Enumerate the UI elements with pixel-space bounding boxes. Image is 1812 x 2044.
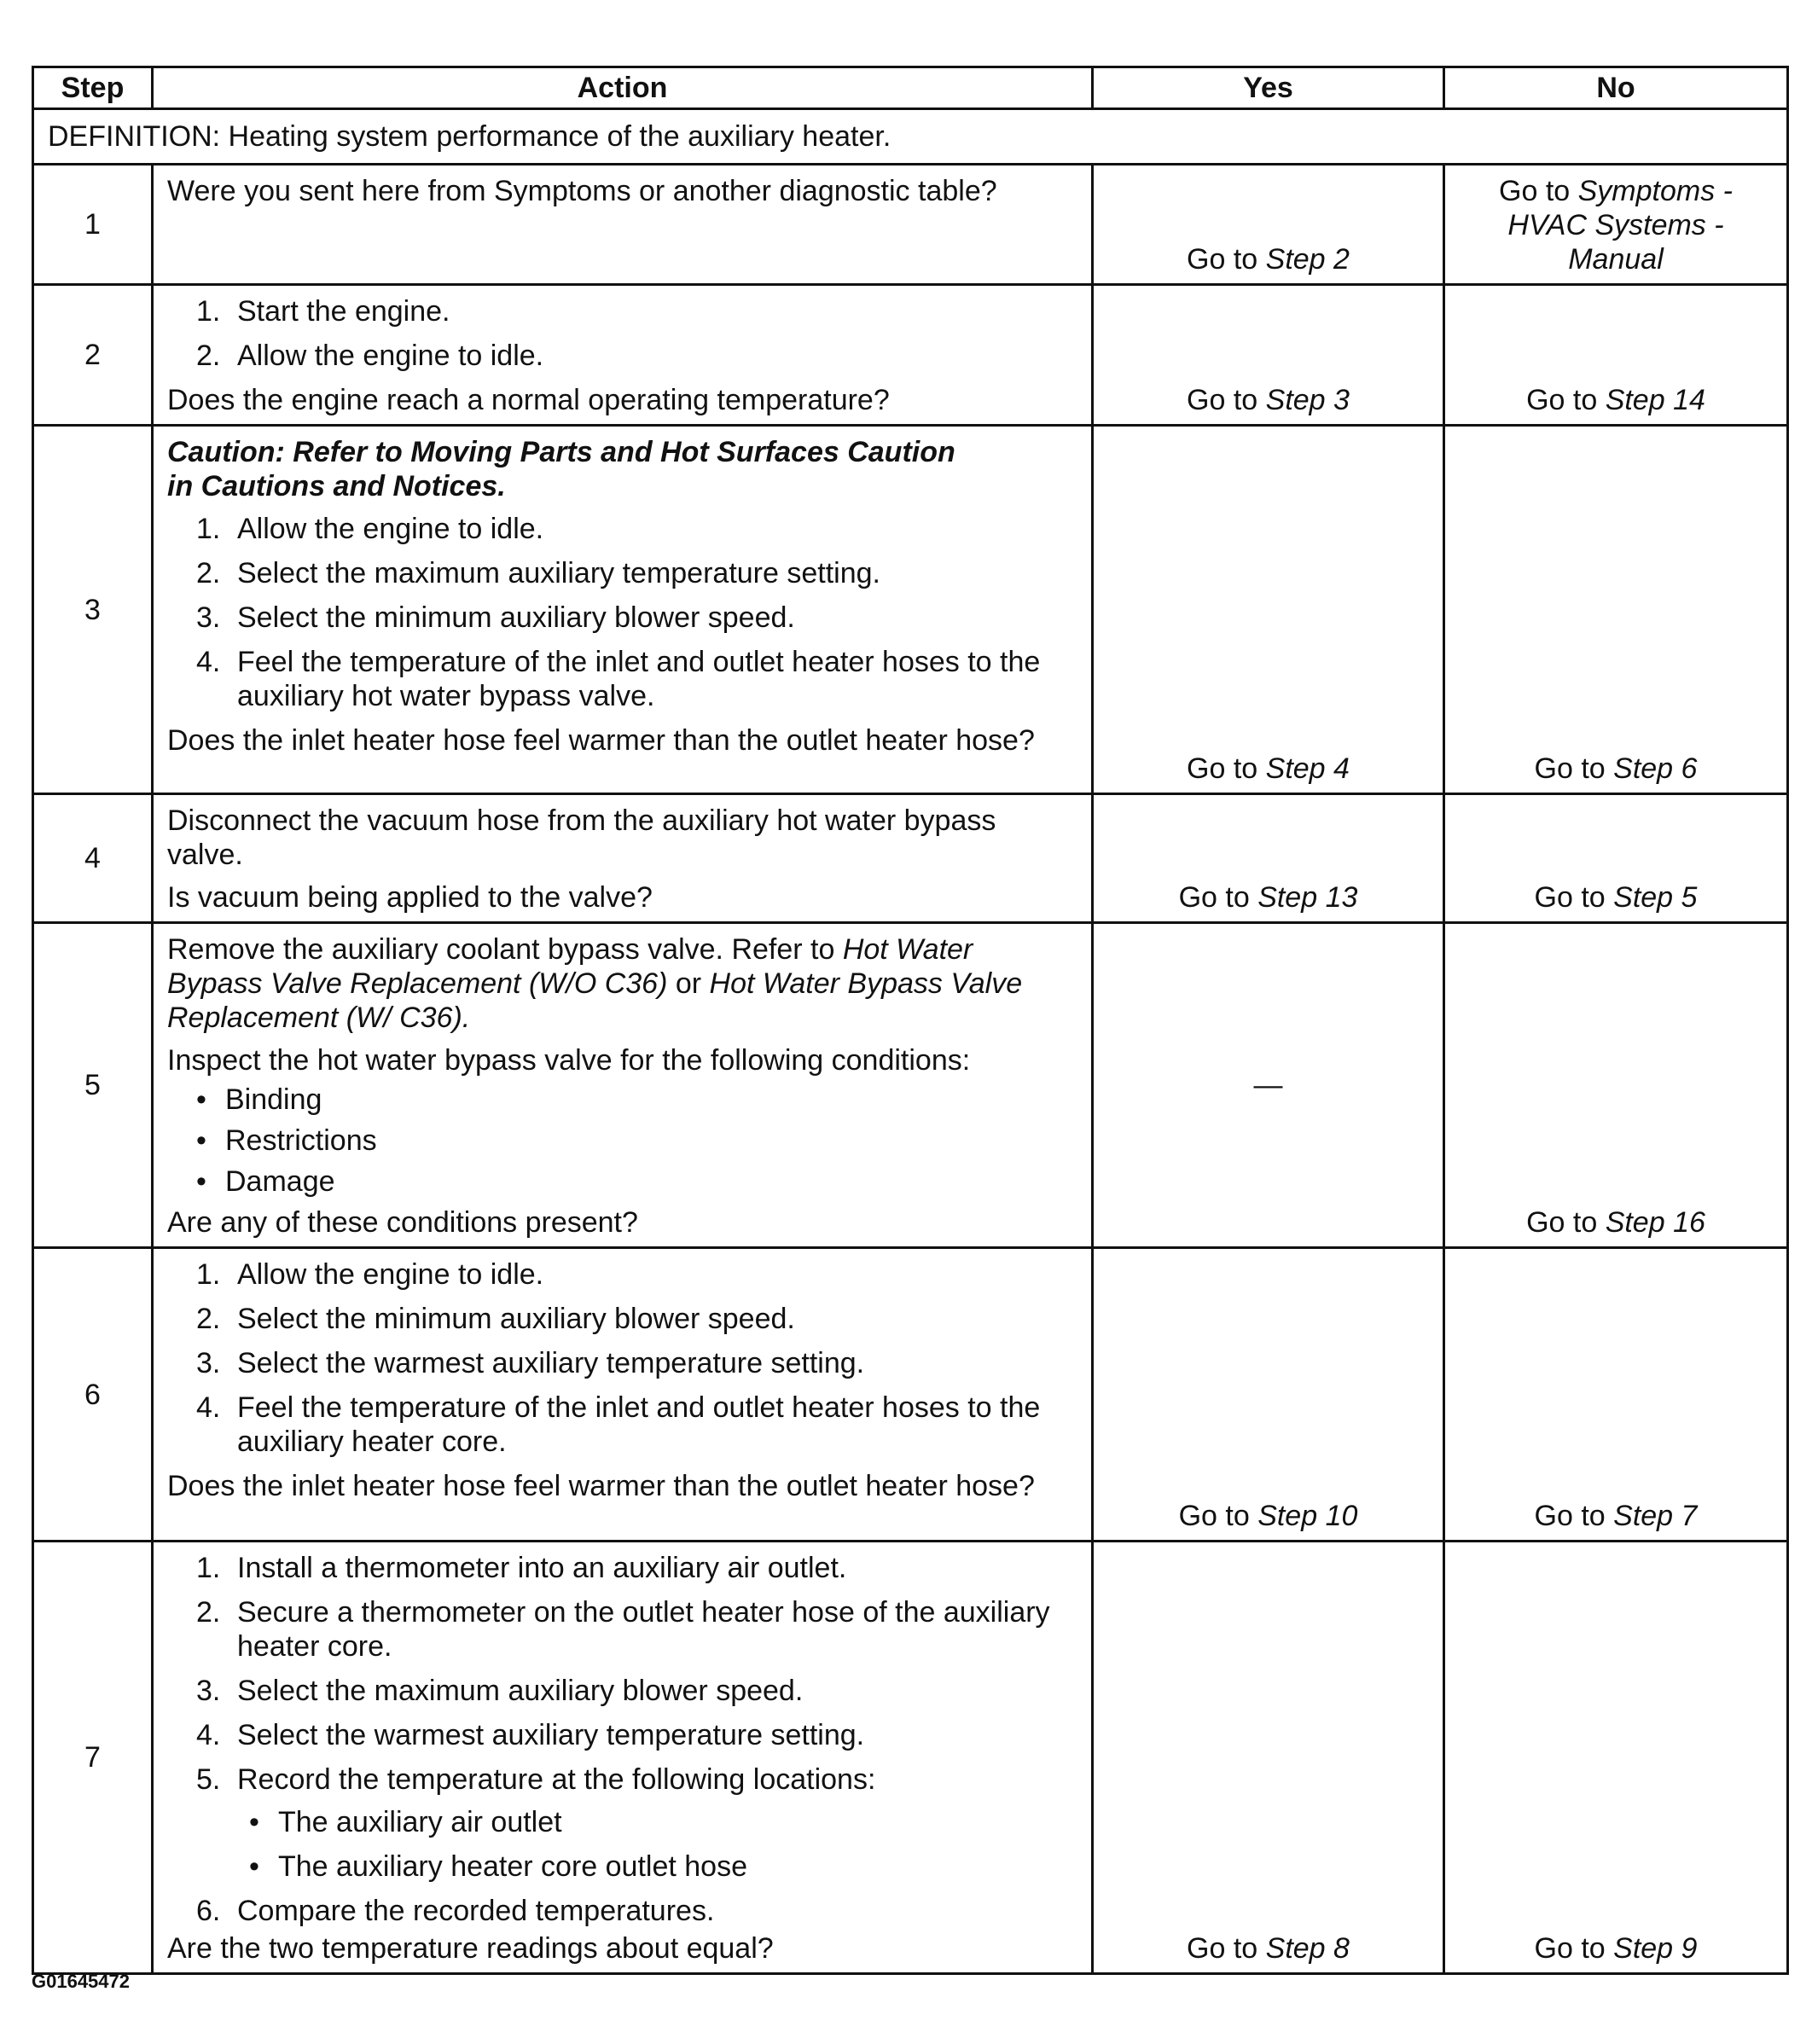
action-cell [153, 923, 1093, 1248]
item-text: Allow the engine to idle. [237, 513, 544, 545]
go-to-label: Go to [1534, 1932, 1614, 1965]
item-text: Feel the temperature of the inlet and outlet heater hoses to the auxiliary heater core. [237, 1391, 1041, 1458]
item-text: Secure a thermometer on the outlet heater hose of the auxiliary heater core. [237, 1596, 1050, 1663]
yes-cell [1093, 426, 1444, 794]
caution-text [167, 435, 1074, 503]
item-number: 3. [196, 1347, 221, 1379]
yes-cell [1093, 794, 1444, 923]
go-to-label: Go to [1187, 1932, 1266, 1965]
figure-id: G01645472 [32, 1971, 130, 1992]
item-text: Select the warmest auxiliary temperature setting. [237, 1347, 865, 1379]
question-text: Does the engine reach a normal operating temperature? [167, 384, 890, 416]
yes-step-ref: Step 2 [1265, 243, 1350, 276]
go-to-label: Go to [1534, 752, 1614, 785]
table-row [33, 285, 1788, 426]
bullet-icon: • [196, 1165, 206, 1198]
step-number: 4 [33, 794, 153, 923]
bullet-list [237, 1805, 1074, 1884]
no-step-ref: Step 16 [1605, 1206, 1705, 1239]
table-row [33, 794, 1788, 923]
no-cell [1444, 285, 1788, 426]
header-action: Action [153, 67, 1093, 109]
yes-step-ref: Step 3 [1265, 384, 1350, 416]
go-to-label: Go to [1499, 175, 1578, 207]
list-item [196, 1718, 1074, 1752]
list-item [196, 1551, 1074, 1585]
step-number: 6 [33, 1248, 153, 1542]
bullet-icon: • [196, 1083, 206, 1116]
item-number: 2. [196, 1303, 221, 1335]
procedure-ref: Hot Water Bypass Valve Replacement (W/O C36) [167, 933, 973, 1000]
question-text: Are the two temperature readings about equal? [167, 1932, 774, 1965]
action-cell [153, 1248, 1093, 1542]
step-number: 2 [33, 285, 153, 426]
item-text: Binding [225, 1083, 322, 1116]
action-cell [153, 285, 1093, 426]
no-cell [1444, 1542, 1788, 1974]
list-item [196, 1762, 1074, 1884]
go-to-label: Go to [1187, 243, 1266, 276]
go-to-label: Go to [1178, 881, 1258, 914]
go-to-label: Go to [1534, 881, 1614, 914]
item-text: Select the minimum auxiliary blower speed. [237, 1303, 795, 1335]
action-cell [153, 1542, 1093, 1974]
list-item [196, 556, 1074, 590]
caution-line: in Cautions and Notices. [167, 470, 506, 502]
no-ref-line3: Manual [1568, 243, 1664, 276]
table-row [33, 426, 1788, 794]
table-row [33, 1248, 1788, 1542]
go-to-label: Go to [1534, 1500, 1614, 1532]
item-number: 3. [196, 601, 221, 634]
numbered-list [167, 512, 1074, 713]
header-row [33, 67, 1788, 109]
yes-cell [1093, 1248, 1444, 1542]
list-item [196, 1595, 1074, 1664]
item-number: 1. [196, 513, 221, 545]
item-number: 1. [196, 1552, 221, 1584]
go-to-label: Go to [1187, 752, 1266, 785]
definition-text: DEFINITION: Heating system performance of the auxiliary heater. [33, 109, 1788, 165]
question-text: Were you sent here from Symptoms or another diagnostic table? [167, 175, 997, 207]
item-text: Damage [225, 1165, 335, 1198]
inspect-text: Inspect the hot water bypass valve for the following conditions: [167, 1044, 971, 1077]
item-text: Compare the recorded temperatures. [237, 1895, 715, 1927]
item-text: Record the temperature at the following locations: [237, 1763, 876, 1796]
list-item [196, 512, 1074, 546]
table-row [33, 923, 1788, 1248]
action-cell [153, 165, 1093, 285]
item-text: The auxiliary heater core outlet hose [278, 1850, 747, 1883]
instruction-intro: Remove the auxiliary coolant bypass valve. Refer to [167, 933, 843, 966]
numbered-list [167, 1257, 1074, 1459]
item-text: Start the engine. [237, 295, 450, 328]
item-number: 4. [196, 646, 221, 678]
table-row [33, 165, 1788, 285]
caution-line: Caution: Refer to Moving Parts and Hot Surfaces Caution [167, 436, 955, 468]
no-step-ref: Step 14 [1605, 384, 1705, 416]
list-item [196, 1894, 1074, 1928]
list-item [196, 601, 1074, 635]
action-cell [153, 426, 1093, 794]
list-item [196, 1391, 1074, 1459]
ref-joiner: or [667, 967, 710, 1000]
item-number: 6. [196, 1895, 221, 1927]
item-text: Select the maximum auxiliary temperature setting. [237, 557, 880, 589]
no-ref-line1: Symptoms - [1577, 175, 1733, 207]
item-number: 4. [196, 1719, 221, 1751]
list-item [196, 1674, 1074, 1708]
list-item [196, 1124, 1074, 1158]
list-item [196, 294, 1074, 328]
question-text: Is vacuum being applied to the valve? [167, 881, 653, 914]
yes-cell [1093, 285, 1444, 426]
bullet-list [167, 1083, 1074, 1199]
item-text: Allow the engine to idle. [237, 340, 544, 372]
question-text: Does the inlet heater hose feel warmer than the outlet heater hose? [167, 724, 1035, 757]
list-item [249, 1849, 1074, 1884]
step-number: 7 [33, 1542, 153, 1974]
go-to-label: Go to [1178, 1500, 1258, 1532]
no-step-ref: Step 6 [1613, 752, 1698, 785]
yes-cell [1093, 165, 1444, 285]
bullet-icon: • [249, 1850, 259, 1883]
header-no: No [1444, 67, 1788, 109]
instruction-text: Disconnect the vacuum hose from the auxiliary hot water bypass valve. [167, 804, 996, 871]
item-number: 4. [196, 1391, 221, 1424]
list-item [196, 1346, 1074, 1380]
list-item [249, 1805, 1074, 1839]
table-row [33, 1542, 1788, 1974]
procedure-ref: Hot Water Bypass Valve Replacement (W/ C36). [167, 967, 1023, 1034]
no-cell [1444, 794, 1788, 923]
item-number: 1. [196, 295, 221, 328]
no-ref-line2: HVAC Systems - [1507, 209, 1724, 241]
bullet-icon: • [249, 1806, 259, 1838]
list-item [196, 1083, 1074, 1117]
bullet-icon: • [196, 1124, 206, 1157]
yes-step-ref: Step 10 [1257, 1500, 1358, 1532]
list-item [196, 645, 1074, 713]
question-text: Are any of these conditions present? [167, 1206, 638, 1239]
numbered-list [167, 1551, 1074, 1928]
step-number: 5 [33, 923, 153, 1248]
no-step-ref: Step 9 [1613, 1932, 1698, 1965]
go-to-label: Go to [1526, 1206, 1606, 1239]
no-step-ref: Step 7 [1613, 1500, 1698, 1532]
list-item [196, 1257, 1074, 1292]
item-text: The auxiliary air outlet [278, 1806, 562, 1838]
item-number: 2. [196, 1596, 221, 1629]
yes-step-ref: Step 4 [1265, 752, 1350, 785]
item-text: Select the warmest auxiliary temperature setting. [237, 1719, 865, 1751]
go-to-label: Go to [1187, 384, 1266, 416]
yes-cell: — [1093, 923, 1444, 1248]
header-yes: Yes [1093, 67, 1444, 109]
numbered-list [167, 294, 1074, 373]
item-number: 3. [196, 1675, 221, 1707]
no-cell [1444, 923, 1788, 1248]
instruction-text [167, 932, 1074, 1035]
no-step-ref: Step 5 [1613, 881, 1698, 914]
go-to-label: Go to [1526, 384, 1606, 416]
step-number: 1 [33, 165, 153, 285]
question-text: Does the inlet heater hose feel warmer than the outlet heater hose? [167, 1470, 1035, 1502]
item-text: Restrictions [225, 1124, 377, 1157]
definition-row [33, 109, 1788, 165]
item-number: 1. [196, 1258, 221, 1291]
diagnostic-table [32, 66, 1789, 1975]
item-number: 2. [196, 340, 221, 372]
item-text: Allow the engine to idle. [237, 1258, 544, 1291]
yes-cell [1093, 1542, 1444, 1974]
item-text: Select the maximum auxiliary blower speed. [237, 1675, 804, 1707]
step-number: 3 [33, 426, 153, 794]
yes-step-ref: Step 13 [1257, 881, 1358, 914]
action-cell [153, 794, 1093, 923]
list-item [196, 1302, 1074, 1336]
header-step: Step [33, 67, 153, 109]
yes-step-ref: Step 8 [1265, 1932, 1350, 1965]
no-cell [1444, 165, 1788, 285]
no-cell [1444, 426, 1788, 794]
item-number: 2. [196, 557, 221, 589]
item-text: Install a thermometer into an auxiliary air outlet. [237, 1552, 847, 1584]
no-cell [1444, 1248, 1788, 1542]
item-number: 5. [196, 1763, 221, 1796]
list-item [196, 339, 1074, 373]
item-text: Feel the temperature of the inlet and outlet heater hoses to the auxiliary hot water bypass valve. [237, 646, 1041, 712]
list-item [196, 1164, 1074, 1199]
item-text: Select the minimum auxiliary blower speed. [237, 601, 795, 634]
